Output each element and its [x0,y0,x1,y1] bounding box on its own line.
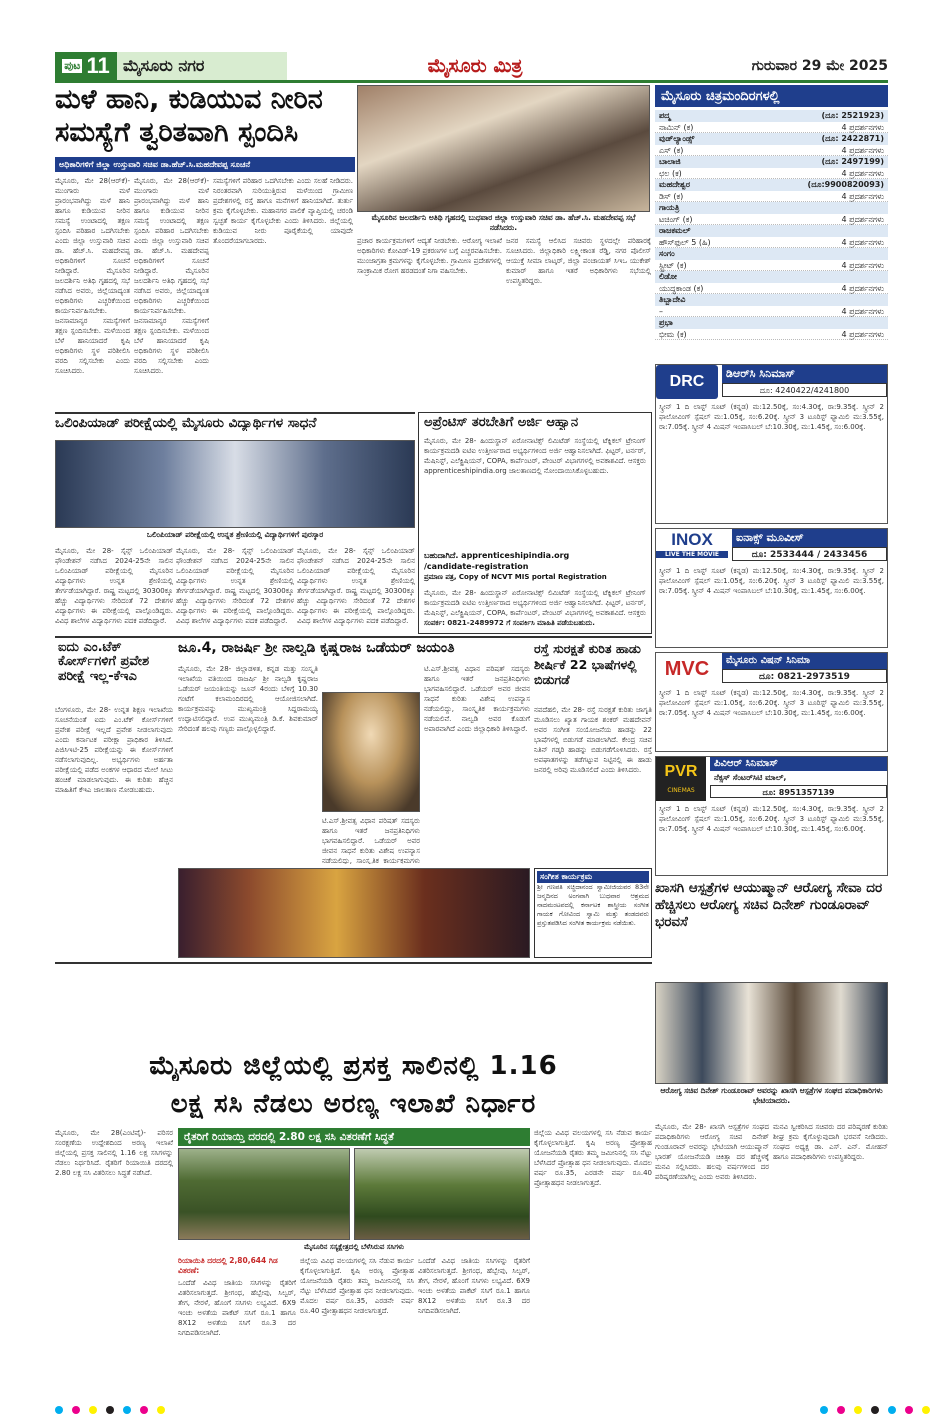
theatre-row: ಪದ್ಮ (ದೂ: 2521923) [655,110,888,122]
sapling-col2-label: ರಿಯಾಯಿತಿ ದರದಲ್ಲಿ 2,80,644 ಗಿಡ ವಿತರಣೆ: [178,1256,278,1275]
apprentice-contact: ಸಂಪರ್ಕ: 0821-2489972 ಗೆ ಸಂಪರ್ಕಿಸಿ ಮಾಹಿತಿ ಪಡೆಯಬಹುದು. [424,619,595,627]
lead-headline-1: ಮಳೆ ಹಾನಿ, ಕುಡಿಯುವ ನೀರಿನ [55,84,323,115]
lead-photo-caption: ಮೈಸೂರಿನ ಜಲದರ್ಶಿನಿ ಅತಿಥಿ ಗೃಹದಲ್ಲಿ ಬುಧವಾರ ಜಿಲ್ಲಾ ಉಸ್ತುವಾರಿ ಸಚಿವ ಡಾ. ಹೆಚ್.ಸಿ. ಮಹದೇವಪ್ಪ ಸಭೆ ನಡೆಸಿದರು. [371,213,636,232]
print-registration-dots-left [55,1406,165,1416]
jayanthi-headline-wrap [178,641,530,661]
print-registration-dots-right [820,1406,930,1416]
divider [55,962,652,964]
inox-tagline: LIVE THE MOVIE [656,551,728,558]
hospital-caption: ಆರೋಗ್ಯ ಸಚಿವ ದಿನೇಶ್ ಗುಂಡೂರಾವ್ ಅವರನ್ನು ಖಾಸಗಿ ಆಸ್ಪತ್ರೆಗಳ ಸಂಘದ ಪದಾಧಿಕಾರಿಗಳು ಭೇಟಿಯಾದರು. [660,1086,883,1105]
registration-dot [837,1406,845,1414]
inox-logo: INOX [671,530,713,549]
page-number-block [55,52,117,80]
inox-box [655,528,888,648]
registration-dot [888,1406,896,1414]
mvc-logo: MVC [664,657,710,680]
hospital-headline: ಖಾಸಗಿ ಆಸ್ಪತ್ರೆಗಳ ಆಯುಷ್ಮಾನ್ ಆರೋಗ್ಯ ಸೇವಾ ದರ ಹೆಚ್ಚಿಸಲು ಆರೋಗ್ಯ ಸಚಿವ ದಿನೇಶ್ ಗುಂಡೂರಾವ್ ಭರವಸೆ [655,880,883,930]
apprentice-extra: ಮೈಸೂರು, ಮೇ 28- ಹಿಂದುಸ್ಥಾನ್ ಏರೋನಾಟಿಕ್ಸ್ ಲಿಮಿಟೆಡ್ ಸಂಸ್ಥೆಯಲ್ಲಿ ಟೆಕ್ನಿಕಲ್ ಟ್ರೇನಿಂಗ್ ಕಾರ್ಯಕ್ರಮದಡಿ ಐಟಿಐ ಉತ್ತೀರ್ಣರಾದ ಅಭ್ಯರ್ಥಿಗಳಿಂದ ಅರ್ಜಿ ಆಹ್ವಾನಿಸಲಾಗಿದೆ. ಫಿಟ್ಟರ್, ಟರ್ನರ್, ಮೆಷಿನಿಸ್ಟ್, ಎಲೆಕ್ಟ್ರಿಷಿಯನ್, COPA, ಕಾರ್ಪೆಂಟರ್, ಪೇಂಟರ್ ವಿಭಾಗಗಳಲ್ಲಿ ಅವಕಾಶವಿದೆ. ಆಸಕ್ತರು [424,589,646,617]
music-photo [178,868,530,958]
theatre-row: ರಾಜಕಮಲ್ [655,225,888,237]
show-row: ಯುದ್ಧಕಾಂಡ (ಕ) 4 ಪ್ರದರ್ಶನಗಳು [655,283,888,294]
cinema-theatre-list [655,110,888,358]
registration-dot [922,1406,930,1414]
mvc-screens: ಸ್ಕ್ರೀನ್ 1 ದಿ ಲಾಸ್ಟ್ ಸೂಟ್ (ಕನ್ನಡ) ಮ:12.50ಕ್ಕೆ, ಸಂ:4.30ಕ್ಕೆ, ರಾ:9.35ಕ್ಕೆ. ಸ್ಕ್ರೀನ್ 2 ಫಾಲೋವಿಂಗ್ ಸ್ಪೆಷಲ್ ಮ:1.05ಕ್ಕೆ, ಸಂ:6.20ಕ್ಕೆ. ಸ್ಕ್ರೀನ್ 3 ಟೂರಿಸ್ಟ್ ಫ್ಯಾಮಿಲಿ ಮ:3.55ಕ್ಕೆ, ರಾ:7.05ಕ್ಕೆ. ಸ್ಕ್ರೀನ್ 4 ಮಿಷನ್ ಇಂಪಾಸಿಬಲ್ ಬೆ:10.30ಕ್ಕೆ, ಮ:1.45ಕ್ಕೆ, ಸಂ:6.00ಕ್ಕೆ. [659,689,887,717]
registration-dot [140,1406,148,1414]
lead-col-2: ಮೈಸೂರು, ಮೇ 28(ಆರ್‌ಕೆ)- ಮುಂಗಾರು ಮಳೆ ಪ್ರಾರಂಭವಾಗಿದ್ದು ಮಳೆ ಹಾನಿ ಹಾಗೂ ಕುಡಿಯುವ ನೀರಿನ ಸಮಸ್ಯೆ ಉಂಟಾದಲ್ಲಿ ತಕ್ಷಣ ಸ್ಪಂದಿಸಿ ಪರಿಹಾರ ಒದಗಿಸಬೇಕು ಎಂದು ಜಿಲ್ಲಾ ಉಸ್ತುವಾರಿ ಸಚಿವ ಡಾ. ಹೆಚ್.ಸಿ. ಮಹದೇವಪ್ಪ ಅಧಿಕಾರಿಗಳಿಗೆ ಸೂಚನೆ ನೀಡಿದ್ದಾರೆ. ಮೈಸೂರಿನ ಜಲದರ್ಶಿನಿ ಅತಿಥಿ ಗೃಹದಲ್ಲಿ ಸಭೆ ನಡೆಸಿದ ಅವರು, ಜಿಲ್ಲೆಯಾದ್ಯಂತ ಅಧಿಕಾರಿಗಳು ಎಚ್ಚರಿಕೆಯಿಂದ ಕಾರ್ಯನಿರ್ವಹಿಸಬೇಕು. ಜನಸಾಮಾನ್ಯರ ಸಮಸ್ಯೆಗಳಿಗೆ ತಕ್ಷಣ ಸ್ಪಂದಿಸಬೇಕು. ಮಳೆಯಿಂದ ಬೆಳೆ ಹಾನಿಯಾದರೆ ಕೃಷಿ ಅಧಿಕಾರಿಗಳು ಸ್ಥಳ ಪರಿಶೀಲಿಸಿ ವರದಿ ಸಲ್ಲಿಸಬೇಕು ಎಂದು ಸೂಚಿಸಿದರು. [134,177,209,375]
sapling-col-2: ಒಂದೆಡೆ ವಿವಿಧ ಜಾತಿಯ ಸಸಿಗಳನ್ನು ರೈತರಿಗೆ ವಿತರಿಸಲಾಗುತ್ತದೆ. ಶ್ರೀಗಂಧ, ಹೆಬ್ಬೇವು, ಸಿಲ್ವರ್, ತೇಗ, ನೇರಳೆ, ಹೊಂಗೆ ಸಸಿಗಳು ಲಭ್ಯವಿದೆ. 6X9 ಇಂಚು ಅಳತೆಯ ಪಾಕೆಟ್ ಸಸಿಗೆ ರೂ.1 ಹಾಗೂ 8X12 ಅಳತೆಯ ಸಸಿಗೆ ರೂ.3 ದರ ನಿಗದಿಪಡಿಸಲಾಗಿದೆ. [178,1279,296,1337]
registration-dot [157,1406,165,1414]
theatre-row: ಲಿಡೋ [655,271,888,283]
pvr-logo: PVR [664,763,698,780]
sapling-col-5: ಜಿಲ್ಲೆಯ ವಿವಿಧ ವಲಯಗಳಲ್ಲಿ ಸಸಿ ನೆಡುವ ಕಾರ್ಯ ಕೈಗೊಳ್ಳಲಾಗುತ್ತಿದೆ. ಕೃಷಿ ಅರಣ್ಯ ಪ್ರೋತ್ಸಾಹ ಯೋಜನೆಯಡಿ ರೈತರು ತಮ್ಮ ಜಮೀನಿನಲ್ಲಿ ಸಸಿ ನೆಟ್ಟು ಬೆಳೆಸಿದರೆ ಪ್ರೋತ್ಸಾಹ ಧನ ನೀಡಲಾಗುವುದು. ಮೊದಲ ವರ್ಷ ರೂ.35, ಎರಡನೇ ವರ್ಷ ರೂ.40 ಪ್ರೋತ್ಸಾಹಧನ ನೀಡಲಾಗುತ್ತದೆ. [534,1129,652,1187]
jayanthi-col-3: ಟಿ.ಎಸ್.ಶ್ರೀವತ್ಸ ವಿಧಾನ ಪರಿಷತ್ ಸದಸ್ಯರು ಹಾಗೂ ಇತರೆ ಜನಪ್ರತಿನಿಧಿಗಳು ಭಾಗವಹಿಸಲಿದ್ದಾರೆ. ಒಡೆಯರ್ ಅವರ ಜೀವನ ಸಾಧನೆ ಕುರಿತು ವಿಶೇಷ ಉಪನ್ಯಾಸ ನಡೆಯಲಿದ್ದು, ಸಾಂಸ್ಕೃತಿಕ ಕಾರ್ಯಕ್ರಮಗಳು ನಡೆಯಲಿವೆ. ನಾಲ್ವಡಿ ಅವರ ಕೊಡುಗೆ ಅಪಾರವಾಗಿದೆ ಎಂದು ಜಿಲ್ಲಾಧಿಕಾರಿ ತಿಳಿಸಿದ್ದಾರೆ. [424,665,530,733]
drc-screens: ಸ್ಕ್ರೀನ್ 1 ದಿ ಲಾಸ್ಟ್ ಸೂಟ್ (ಕನ್ನಡ) ಮ:12.50ಕ್ಕೆ, ಸಂ:4.30ಕ್ಕೆ, ರಾ:9.35ಕ್ಕೆ. ಸ್ಕ್ರೀನ್ 2 ಫಾಲೋವಿಂಗ್ ಸ್ಪೆಷಲ್ ಮ:1.05ಕ್ಕೆ, ಸಂ:6.20ಕ್ಕೆ. ಸ್ಕ್ರೀನ್ 3 ಟೂರಿಸ್ಟ್ ಫ್ಯಾಮಿಲಿ ಮ:3.55ಕ್ಕೆ, ರಾ:7.05ಕ್ಕೆ. ಸ್ಕ್ರೀನ್ 4 ಮಿಷನ್ ಇಂಪಾಸಿಬಲ್ ಬೆ:10.30ಕ್ಕೆ, ಮ:1.45ಕ್ಕೆ, ಸಂ:6.00ಕ್ಕೆ. [659,403,887,431]
show-row: ಸ್ಟ್ರೀಟ್ (ಕ) 4 ಪ್ರದರ್ಶನಗಳು [655,260,888,271]
sapling-col-4: ಒಂದೆಡೆ ವಿವಿಧ ಜಾತಿಯ ಸಸಿಗಳನ್ನು ರೈತರಿಗೆ ವಿತರಿಸಲಾಗುತ್ತದೆ. ಶ್ರೀಗಂಧ, ಹೆಬ್ಬೇವು, ಸಿಲ್ವರ್, ತೇಗ, ನೇರಳೆ, ಹೊಂಗೆ ಸಸಿಗಳು ಲಭ್ಯವಿದೆ. 6X9 ಇಂಚು ಅಳತೆಯ ಪಾಕೆಟ್ ಸಸಿಗೆ ರೂ.1 ಹಾಗೂ 8X12 ಅಳತೆಯ ಸಸಿಗೆ ರೂ.3 ದರ ನಿಗದಿಪಡಿಸಲಾಗಿದೆ. [418,1257,530,1315]
road-safety-headline: ರಸ್ತೆ ಸುರಕ್ಷತೆ ಕುರಿತ ಹಾಡು ಶೀರ್ಷಿಕೆ 22 ಭಾಷೆಗಳಲ್ಲಿ ಬಿಡುಗಡೆ [534,641,641,688]
registration-dot [905,1406,913,1414]
hospital-col-2: ಮನವಿ ಸ್ವೀಕರಿಸಿದ ಸಚಿವರು ದರ ಪರಿಷ್ಕರಣೆ ಕುರಿತು ಶೀಘ್ರ ಕ್ರಮ ಕೈಗೊಳ್ಳುವುದಾಗಿ ಭರವಸೆ ನೀಡಿದರು. ಸಂಘದ ಅಧ್ಯಕ್ಷ ಡಾ. ಎಸ್. ಎನ್. ಮೋಹನ್ ಹಾಗೂ ಪದಾಧಿಕಾರಿಗಳು ಉಪಸ್ಥಿತರಿದ್ದರು. [773,1123,888,1161]
apprentice-link-2[interactable]: /candidate-registration [424,562,529,571]
header-rule [55,80,888,83]
drc-logo: DRC [656,365,718,399]
olympiad-col-2: ಮೈಸೂರು, ಮೇ 28- ಸೈನ್ಸ್ ಒಲಿಂಪಿಯಾಡ್ ಫೌಂಡೇಶನ್ ನಡೆಸಿದ 2024-25ನೇ ಸಾಲಿನ ಒಲಿಂಪಿಯಾಡ್ ಪರೀಕ್ಷೆಯಲ್ಲಿ ಮೈಸೂರಿನ ವಿದ್ಯಾರ್ಥಿಗಳು ಉನ್ನತ ಶ್ರೇಣಿಯಲ್ಲಿ ತೇರ್ಗಡೆಯಾಗಿದ್ದಾರೆ. ರಾಷ್ಟ್ರ ಮಟ್ಟದಲ್ಲಿ 30300ಕ್ಕೂ ಹೆಚ್ಚು ವಿದ್ಯಾರ್ಥಿಗಳು ಸೇರಿದಂತೆ 72 ದೇಶಗಳ ವಿದ್ಯಾರ್ಥಿಗಳು ಈ ಪರೀಕ್ಷೆಯಲ್ಲಿ ಪಾಲ್ಗೊಂಡಿದ್ದರು. ವಿವಿಧ ಶಾಲೆಗಳ ವಿದ್ಯಾರ್ಥಿಗಳು ಪದಕ ಪಡೆದಿದ್ದಾರೆ. [176,547,294,625]
masthead: ಮೈಸೂರು ಮಿತ್ರ [427,55,523,77]
inox-phone: ದೂ: 2533444 / 2433456 [732,547,887,561]
theatre-row: ತಿಬ್ಬಾದೇವಿ [655,294,888,306]
lead-headline-2: ಸಮಸ್ಯೆಗೆ ತ್ವರಿತವಾಗಿ ಸ್ಪಂದಿಸಿ [55,117,299,148]
apprentice-links [424,550,646,583]
registration-dot [106,1406,114,1414]
show-row: ನಾಮಿನ್ (ಕ) 4 ಪ್ರದರ್ಶನಗಳು [655,122,888,133]
page-label: ಪುಟ [64,59,81,72]
sapling-photo-2 [354,1148,530,1240]
road-safety-body: ನವದೆಹಲಿ, ಮೇ 28- ರಸ್ತೆ ಸುರಕ್ಷತೆ ಕುರಿತು ಜಾಗೃತಿ ಮೂಡಿಸಲು ಖ್ಯಾತ ಗಾಯಕ ಶಂಕರ್ ಮಹದೇವನ್ ಅವರ ಸಂಗೀತ ಸಂಯೋಜನೆಯ ಹಾಡನ್ನು 22 ಭಾಷೆಗಳಲ್ಲಿ ಬಿಡುಗಡೆ ಮಾಡಲಾಗಿದೆ. ಕೇಂದ್ರ ಸಚಿವ ನಿತಿನ್ ಗಡ್ಕರಿ ಹಾಡನ್ನು ಬಿಡುಗಡೆಗೊಳಿಸಿದರು. ರಸ್ತೆ ಅಪಘಾತಗಳನ್ನು ತಡೆಗಟ್ಟುವ ನಿಟ್ಟಿನಲ್ಲಿ ಈ ಹಾಡು ಜನರಲ್ಲಿ ಅರಿವು ಮೂಡಿಸಲಿದೆ ಎಂದು ತಿಳಿಸಿದರು. [534,706,652,774]
lead-col-4: ಪ್ರಚಾರ ಕಾರ್ಯಕ್ರಮಗಳಿಗೆ ಆದ್ಯತೆ ನೀಡಬೇಕು. ಆರೋಗ್ಯ ಇಲಾಖೆ ಅಧಿಕಾರಿಗಳು ಕೋವಿಡ್-19 ಪ್ರಕರಣಗಳ ಬಗ್ಗೆ ಎಚ್ಚರವಹಿಸಬೇಕು. ಮುಂಜಾಗ್ರತಾ ಕ್ರಮಗಳನ್ನು ಕೈಗೊಳ್ಳಬೇಕು. ಗ್ರಾಮೀಣ ಪ್ರದೇಶಗಳಲ್ಲಿ ಸಾಂಕ್ರಾಮಿಕ ರೋಗ ಹರಡದಂತೆ ನಿಗಾ ವಹಿಸಬೇಕು. [357,237,502,275]
music-box [534,868,652,958]
jayanthi-headline: ಜೂ.4, ರಾಜರ್ಷಿ ಶ್ರೀ ನಾಲ್ವಡಿ ಕೃಷ್ಣರಾಜ ಒಡೆಯರ್ ಜಯಂತಿ [178,641,455,656]
inox-name: ಐನಾಕ್ಸ್ ಮೂವೀಸ್ [732,529,887,547]
registration-dot [55,1406,63,1414]
cinema-title: ಮೈಸೂರು ಚಿತ್ರಮಂದಿರಗಳಲ್ಲಿ [655,85,888,107]
jayanthi-col-2a: ಟಿ.ಎಸ್.ಶ್ರೀವತ್ಸ ವಿಧಾನ ಪರಿಷತ್ ಸದಸ್ಯರು ಹಾಗೂ ಇತರೆ ಜನಪ್ರತಿನಿಧಿಗಳು ಭಾಗವಹಿಸಲಿದ್ದಾರೆ. ಒಡೆಯರ್ ಅವರ ಜೀವನ ಸಾಧನೆ ಕುರಿತು ವಿಶೇಷ ಉಪನ್ಯಾಸ ನಡೆಯಲಿದ್ದು, ಸಾಂಸ್ಕೃತಿಕ ಕಾರ್ಯಕ್ರಮಗಳು [322,817,420,864]
pvr-name: ಪಿವಿಆರ್ ಸಿನಿಮಾಸ್ [710,757,887,771]
divider [55,636,652,638]
show-row: ಹೌಸ್‌ಫುಲ್ 5 (ಹಿ) 4 ಪ್ರದರ್ಶನಗಳು [655,237,888,248]
mvc-phone: ದೂ: 0821-2973519 [722,669,887,683]
sapling-headline-2: ಲಕ್ಷ ಸಸಿ ನೆಡಲು ಅರಣ್ಯ ಇಲಾಖೆ ನಿರ್ಧಾರ [170,1090,537,1119]
registration-dot [820,1406,828,1414]
registration-dot [89,1406,97,1414]
issue-date: ಗುರುವಾರ 29 ಮೇ 2025 [751,58,888,74]
show-row: – 4 ಪ್ರದರ್ಶನಗಳು [655,306,888,317]
apprentice-headline: ಅಪ್ರೆಂಟಿಸ್ ತರಬೇತಿಗೆ ಅರ್ಜಿ ಆಹ್ವಾನ [424,416,579,430]
registration-dot [123,1406,131,1414]
registration-dot [871,1406,879,1414]
theatre-row: ಗಾಯತ್ರಿ [655,202,888,214]
divider [55,412,415,414]
apprentice-body: ಮೈಸೂರು, ಮೇ 28- ಹಿಂದುಸ್ಥಾನ್ ಏರೋನಾಟಿಕ್ಸ್ ಲಿಮಿಟೆಡ್ ಸಂಸ್ಥೆಯಲ್ಲಿ ಟೆಕ್ನಿಕಲ್ ಟ್ರೇನಿಂಗ್ ಕಾರ್ಯಕ್ರಮದಡಿ ಐಟಿಐ ಉತ್ತೀರ್ಣರಾದ ಅಭ್ಯರ್ಥಿಗಳಿಂದ ಅರ್ಜಿ ಆಹ್ವಾನಿಸಲಾಗಿದೆ. ಫಿಟ್ಟರ್, ಟರ್ನರ್, ಮೆಷಿನಿಸ್ಟ್, ಎಲೆಕ್ಟ್ರಿಷಿಯನ್, COPA, ಕಾರ್ಪೆಂಟರ್, ಪೇಂಟರ್ ವಿಭಾಗಗಳಲ್ಲಿ ಅವಕಾಶವಿದೆ. ಆಸಕ್ತರು apprenticeshipindia.org ಜಾಲತಾಣದಲ್ಲಿ ನೋಂದಾಯಿಸಿಕೊಳ್ಳಬಹುದು. [424,437,646,475]
music-label: ಸಂಗೀತ ಕಾರ್ಯಕ್ರಮ [537,871,649,883]
show-row: ಭೀಮ (ಕ) 4 ಪ್ರದರ್ಶನಗಳು [655,329,888,340]
lead-photo [357,85,650,212]
apprentice-link-3: ಪ್ರಮಾಣ ಪತ್ರ, Copy of NCVT MIS portal Registration [424,573,607,581]
theatre-row: ಬಾಲಾಜಿ (ದೂ: 2497199) [655,156,888,168]
drc-name: ಡಿಆರ್‌ಸಿ ಸಿನಿಮಾಸ್ [722,365,887,383]
pvr-box [655,756,888,876]
show-row: ಡಿಸ್ (ಕ) 4 ಪ್ರದರ್ಶನಗಳು [655,191,888,202]
theatre-row: ಪ್ರಭಾ [655,317,888,329]
sapling-photo-1 [178,1148,350,1240]
pvr-phone: ದೂ: 8951357139 [710,785,887,798]
drc-box [655,364,888,524]
wodeyar-portrait [322,692,420,812]
page-number: 11 [86,53,110,78]
theatre-row: ಸಂಗಂ [655,248,888,260]
registration-dot [854,1406,862,1414]
hospital-photo [655,982,888,1084]
jayanthi-col-1: ಮೈಸೂರು, ಮೇ 28- ಜಿಲ್ಲಾಡಳಿತ, ಕನ್ನಡ ಮತ್ತು ಸಂಸ್ಕೃತಿ ಇಲಾಖೆಯ ವತಿಯಿಂದ ರಾಜರ್ಷಿ ಶ್ರೀ ನಾಲ್ವಡಿ ಕೃಷ್ಣರಾಜ ಒಡೆಯರ್ ಜಯಂತಿಯನ್ನು ಜೂನ್ 4ರಂದು ಬೆಳಿಗ್ಗೆ 10.30 ಗಂಟೆಗೆ ಕಲಾಮಂದಿರದಲ್ಲಿ ಆಯೋಜಿಸಲಾಗಿದೆ. ಕಾರ್ಯಕ್ರಮವನ್ನು ಮುಖ್ಯಮಂತ್ರಿ ಸಿದ್ದರಾಮಯ್ಯ ಉದ್ಘಾಟಿಸಲಿದ್ದಾರೆ. ಉಪ ಮುಖ್ಯಮಂತ್ರಿ ಡಿ.ಕೆ. ಶಿವಕುಮಾರ್ ಸೇರಿದಂತೆ ಹಲವು ಗಣ್ಯರು ಪಾಲ್ಗೊಳ್ಳಲಿದ್ದಾರೆ. [178,665,318,733]
sapling-col-1: ಮೈಸೂರು, ಮೇ 28(ಎಂಟಿವೈ)- ಪರಿಸರ ಸಂರಕ್ಷಣೆಯ ಉದ್ದೇಶದಿಂದ ಅರಣ್ಯ ಇಲಾಖೆ ಜಿಲ್ಲೆಯಲ್ಲಿ ಪ್ರಸಕ್ತ ಸಾಲಿನಲ್ಲಿ 1.16 ಲಕ್ಷ ಸಸಿಗಳನ್ನು ನೆಡಲು ನಿರ್ಧರಿಸಿದೆ. ರೈತರಿಗೆ ರಿಯಾಯಿತಿ ದರದಲ್ಲಿ 2.80 ಲಕ್ಷ ಸಸಿ ವಿತರಿಸಲು ಸಿದ್ಧತೆ ನಡೆಸಿದೆ. [55,1129,173,1177]
olympiad-col-1: ಮೈಸೂರು, ಮೇ 28- ಸೈನ್ಸ್ ಒಲಿಂಪಿಯಾಡ್ ಫೌಂಡೇಶನ್ ನಡೆಸಿದ 2024-25ನೇ ಸಾಲಿನ ಒಲಿಂಪಿಯಾಡ್ ಪರೀಕ್ಷೆಯಲ್ಲಿ ಮೈಸೂರಿನ ವಿದ್ಯಾರ್ಥಿಗಳು ಉನ್ನತ ಶ್ರೇಣಿಯಲ್ಲಿ ತೇರ್ಗಡೆಯಾಗಿದ್ದಾರೆ. ರಾಷ್ಟ್ರ ಮಟ್ಟದಲ್ಲಿ 30300ಕ್ಕೂ ಹೆಚ್ಚು ವಿದ್ಯಾರ್ಥಿಗಳು ಸೇರಿದಂತೆ 72 ದೇಶಗಳ ವಿದ್ಯಾರ್ಥಿಗಳು ಈ ಪರೀಕ್ಷೆಯಲ್ಲಿ ಪಾಲ್ಗೊಂಡಿದ್ದರು. ವಿವಿಧ ಶಾಲೆಗಳ ವಿದ್ಯಾರ್ಥಿಗಳು ಪದಕ ಪಡೆದಿದ್ದಾರೆ. [55,547,173,625]
theatre-row: ವುಡ್‌ಲ್ಯಾಂಡ್ಸ್ (ದೂ: 2422871) [655,133,888,145]
engineering-body: ಬೆಂಗಳೂರು, ಮೇ 28- ಉನ್ನತ ಶಿಕ್ಷಣ ಇಲಾಖೆಯ ಸೂಚನೆಯಂತೆ ಐದು ಎಂ.ಟೆಕ್ ಕೋರ್ಸ್‌ಗಳಿಗೆ ಪ್ರವೇಶ ಪರೀಕ್ಷೆ ಇಲ್ಲದೆ ಪ್ರವೇಶ ನೀಡಲಾಗುವುದು ಎಂದು ಕರ್ನಾಟಕ ಪರೀಕ್ಷಾ ಪ್ರಾಧಿಕಾರ ತಿಳಿಸಿದೆ. ಪಿಜಿಸಿಇಟಿ-25 ಪರೀಕ್ಷೆಯನ್ನು ಈ ಕೋರ್ಸ್‌ಗಳಿಗೆ ನಡೆಸಲಾಗುವುದಿಲ್ಲ. ಅಭ್ಯರ್ಥಿಗಳು ಅರ್ಹತಾ ಪರೀಕ್ಷೆಯಲ್ಲಿ ಪಡೆದ ಅಂಕಗಳ ಆಧಾರದ ಮೇಲೆ ಸೀಟು ಹಂಚಿಕೆ ಮಾಡಲಾಗುವುದು. ಈ ಕುರಿತು ಹೆಚ್ಚಿನ ಮಾಹಿತಿಗೆ ಕೆಇಎ ಜಾಲತಾಣ ನೋಡಬಹುದು. [55,706,173,794]
pvr-address: ನೆಕ್ಸಸ್ ಸೆಂಟರ್‌ಸಿಟಿ ಮಾಲ್, [714,773,787,782]
drc-phone: ದೂ: 4240422/4241800 [722,383,887,397]
pvr-sub: CINEMAS [667,787,695,794]
mvc-name: ಮೈಸೂರು ವಿಷನ್ ಸಿನಿಮಾ [722,653,887,669]
sapling-caption: ಮೈಸೂರಿನ ಸಸ್ಯಕ್ಷೇತ್ರದಲ್ಲಿ ಬೆಳೆಸಿರುವ ಸಸಿಗಳು [303,1243,405,1251]
engineering-headline: ಐದು ಎಂ.ಟೆಕ್ ಕೋರ್ಸ್‌ಗಳಿಗೆ ಪ್ರವೇಶ ಪರೀಕ್ಷೆ ಇಲ್ಲ-ಕೆಇಎ [58,640,150,684]
show-row: ಎಸ್ (ಕ) 4 ಪ್ರದರ್ಶನಗಳು [655,145,888,156]
lead-col-3: ಸಮಸ್ಯೆಗಳಿಗೆ ಪರಿಹಾರ ಒದಗಿಸಬೇಕು ಎಂದು ಸಲಹೆ ನೀಡಿದರು. ನಿರಂತರವಾಗಿ ಸುರಿಯುತ್ತಿರುವ ಮಳೆಯಿಂದ ಗ್ರಾಮೀಣ ಪ್ರದೇಶಗಳಲ್ಲಿ ರಸ್ತೆ ಹಾಗೂ ಮನೆಗಳಿಗೆ ಹಾನಿಯಾಗಿದೆ. ತುರ್ತು ಕ್ರಮ ಕೈಗೊಳ್ಳಬೇಕು. ಮಹಾನಗರ ಪಾಲಿಕೆ ವ್ಯಾಪ್ತಿಯಲ್ಲಿ ಚರಂಡಿ ಸ್ವಚ್ಛತೆ ಕಾರ್ಯ ಕೈಗೊಳ್ಳಬೇಕು ಎಂದು ತಿಳಿಸಿದರು. ಜಿಲ್ಲೆಯಲ್ಲಿ ಕುಡಿಯುವ ನೀರು ಪೂರೈಕೆಯಲ್ಲಿ ಯಾವುದೇ ತೊಂದರೆಯಾಗಬಾರದು. [213,177,353,245]
olympiad-col-3: ಮೈಸೂರು, ಮೇ 28- ಸೈನ್ಸ್ ಒಲಿಂಪಿಯಾಡ್ ಫೌಂಡೇಶನ್ ನಡೆಸಿದ 2024-25ನೇ ಸಾಲಿನ ಒಲಿಂಪಿಯಾಡ್ ಪರೀಕ್ಷೆಯಲ್ಲಿ ಮೈಸೂರಿನ ವಿದ್ಯಾರ್ಥಿಗಳು ಉನ್ನತ ಶ್ರೇಣಿಯಲ್ಲಿ ತೇರ್ಗಡೆಯಾಗಿದ್ದಾರೆ. ರಾಷ್ಟ್ರ ಮಟ್ಟದಲ್ಲಿ 30300ಕ್ಕೂ ಹೆಚ್ಚು ವಿದ್ಯಾರ್ಥಿಗಳು ಸೇರಿದಂತೆ 72 ದೇಶಗಳ ವಿದ್ಯಾರ್ಥಿಗಳು ಈ ಪರೀಕ್ಷೆಯಲ್ಲಿ ಪಾಲ್ಗೊಂಡಿದ್ದರು. ವಿವಿಧ ಶಾಲೆಗಳ ವಿದ್ಯಾರ್ಥಿಗಳು ಪದಕ ಪಡೆದಿದ್ದಾರೆ. [297,547,415,625]
apprentice-link-1[interactable]: ಬಹುದಾಗಿದೆ. apprenticeshipindia.org [424,551,570,560]
mvc-box [655,652,888,752]
hospital-col-1: ಮೈಸೂರು, ಮೇ 28- ಖಾಸಗಿ ಆಸ್ಪತ್ರೆಗಳ ಸಂಘದ ಪದಾಧಿಕಾರಿಗಳು ಆರೋಗ್ಯ ಸಚಿವ ದಿನೇಶ್ ಗುಂಡೂರಾವ್ ಅವರನ್ನು ಭೇಟಿಯಾಗಿ ಆಯುಷ್ಮಾನ್ ಭಾರತ್ ಯೋಜನೆಯಡಿ ಚಿಕಿತ್ಸಾ ದರ ಹೆಚ್ಚಳಕ್ಕೆ ಮನವಿ ಸಲ್ಲಿಸಿದರು. ಹಲವು ವರ್ಷಗಳಿಂದ ದರ ಪರಿಷ್ಕರಣೆಯಾಗಿಲ್ಲ ಎಂದು ಅವರು ತಿಳಿಸಿದರು. [655,1123,769,1181]
olympiad-headline: ಒಲಿಂಪಿಯಾಡ್ ಪರೀಕ್ಷೆಯಲ್ಲಿ ಮೈಸೂರು ವಿದ್ಯಾರ್ಥಿಗಳ ಸಾಧನೆ [55,416,317,431]
theatre-row: ಮಹದೇಶ್ವರ (ದೂ:9900820093) [655,179,888,191]
inox-screens: ಸ್ಕ್ರೀನ್ 1 ದಿ ಲಾಸ್ಟ್ ಸೂಟ್ (ಕನ್ನಡ) ಮ:12.50ಕ್ಕೆ, ಸಂ:4.30ಕ್ಕೆ, ರಾ:9.35ಕ್ಕೆ. ಸ್ಕ್ರೀನ್ 2 ಫಾಲೋವಿಂಗ್ ಸ್ಪೆಷಲ್ ಮ:1.05ಕ್ಕೆ, ಸಂ:6.20ಕ್ಕೆ. ಸ್ಕ್ರೀನ್ 3 ಟೂರಿಸ್ಟ್ ಫ್ಯಾಮಿಲಿ ಮ:3.55ಕ್ಕೆ, ರಾ:7.05ಕ್ಕೆ. ಸ್ಕ್ರೀನ್ 4 ಮಿಷನ್ ಇಂಪಾಸಿಬಲ್ ಬೆ:10.30ಕ್ಕೆ, ಮ:1.45ಕ್ಕೆ, ಸಂ:6.00ಕ್ಕೆ. [659,567,887,595]
section-title: ಮೈಸೂರು ನಗರ [117,52,287,80]
sapling-headline-1: ಮೈಸೂರು ಜಿಲ್ಲೆಯಲ್ಲಿ ಪ್ರಸಕ್ತ ಸಾಲಿನಲ್ಲಿ 1.16 [149,1052,558,1081]
olympiad-caption: ಒಲಿಂಪಿಯಾಡ್ ಪರೀಕ್ಷೆಯಲ್ಲಿ ಉನ್ನತ ಶ್ರೇಣಿಯಲ್ಲಿ ವಿದ್ಯಾರ್ಥಿಗಳಿಗೆ ಪುರಸ್ಕಾರ [146,530,324,539]
lead-subhead: ಅಧಿಕಾರಿಗಳಿಗೆ ಜಿಲ್ಲಾ ಉಸ್ತುವಾರಿ ಸಚಿವ ಡಾ.ಹೆಚ್.ಸಿ.ಮಹದೇವಪ್ಪ ಸೂಚನೆ [55,157,355,172]
sapling-col-3: ಜಿಲ್ಲೆಯ ವಿವಿಧ ವಲಯಗಳಲ್ಲಿ ಸಸಿ ನೆಡುವ ಕಾರ್ಯ ಕೈಗೊಳ್ಳಲಾಗುತ್ತಿದೆ. ಕೃಷಿ ಅರಣ್ಯ ಪ್ರೋತ್ಸಾಹ ಯೋಜನೆಯಡಿ ರೈತರು ತಮ್ಮ ಜಮೀನಿನಲ್ಲಿ ಸಸಿ ನೆಟ್ಟು ಬೆಳೆಸಿದರೆ ಪ್ರೋತ್ಸಾಹ ಧನ ನೀಡಲಾಗುವುದು. ಮೊದಲ ವರ್ಷ ರೂ.35, ಎರಡನೇ ವರ್ಷ ರೂ.40 ಪ್ರೋತ್ಸಾಹಧನ ನೀಡಲಾಗುತ್ತದೆ. [300,1257,414,1315]
music-text: ಶ್ರೀ ಗಣಪತಿ ಸಚ್ಚಿದಾನಂದ ಸ್ವಾಮೀಜಿಯವರ 83ನೇ ಜನ್ಮದಿನದ ಅಂಗವಾಗಿ ಬುಧವಾರ ಆಶ್ರಮದ ನಾದಮಂಟಪದಲ್ಲಿ ಕರ್ನಾಟಕ ಶಾಸ್ತ್ರೀಯ ಸಂಗೀತ ಗಾಯಕ ಗೋವಿಂದ ಸ್ವಾಮಿ ಮತ್ತು ತಂಡದವರು ಪ್ರಸ್ತುತಪಡಿಸಿದ ಸಂಗೀತ ಕಾರ್ಯಕ್ರಮ ನಡೆಯಿತು. [537,883,649,927]
sapling-subhead: ರೈತರಿಗೆ ರಿಯಾಯ್ತಿ ದರದಲ್ಲಿ 2.80 ಲಕ್ಷ ಸಸಿ ವಿತರಣೆಗೆ ಸಿದ್ಧತೆ [178,1128,530,1146]
show-row: ಟಚಿಂಗ್ (ಕ) 4 ಪ್ರದರ್ಶನಗಳು [655,214,888,225]
pvr-screens: ಸ್ಕ್ರೀನ್ 1 ದಿ ಲಾಸ್ಟ್ ಸೂಟ್ (ಕನ್ನಡ) ಮ:12.50ಕ್ಕೆ, ಸಂ:4.30ಕ್ಕೆ, ರಾ:9.35ಕ್ಕೆ. ಸ್ಕ್ರೀನ್ 2 ಫಾಲೋವಿಂಗ್ ಸ್ಪೆಷಲ್ ಮ:1.05ಕ್ಕೆ, ಸಂ:6.20ಕ್ಕೆ. ಸ್ಕ್ರೀನ್ 3 ಟೂರಿಸ್ಟ್ ಫ್ಯಾಮಿಲಿ ಮ:3.55ಕ್ಕೆ, ರಾ:7.05ಕ್ಕೆ. ಸ್ಕ್ರೀನ್ 4 ಮಿಷನ್ ಇಂಪಾಸಿಬಲ್ ಬೆ:10.30ಕ್ಕೆ, ಮ:1.45ಕ್ಕೆ, ಸಂ:6.00ಕ್ಕೆ. [659,805,887,833]
olympiad-photo [55,440,415,528]
lead-col-1: ಮೈಸೂರು, ಮೇ 28(ಆರ್‌ಕೆ)- ಮುಂಗಾರು ಮಳೆ ಪ್ರಾರಂಭವಾಗಿದ್ದು ಮಳೆ ಹಾನಿ ಹಾಗೂ ಕುಡಿಯುವ ನೀರಿನ ಸಮಸ್ಯೆ ಉಂಟಾದಲ್ಲಿ ತಕ್ಷಣ ಸ್ಪಂದಿಸಿ ಪರಿಹಾರ ಒದಗಿಸಬೇಕು ಎಂದು ಜಿಲ್ಲಾ ಉಸ್ತುವಾರಿ ಸಚಿವ ಡಾ. ಹೆಚ್.ಸಿ. ಮಹದೇವಪ್ಪ ಅಧಿಕಾರಿಗಳಿಗೆ ಸೂಚನೆ ನೀಡಿದ್ದಾರೆ. ಮೈಸೂರಿನ ಜಲದರ್ಶಿನಿ ಅತಿಥಿ ಗೃಹದಲ್ಲಿ ಸಭೆ ನಡೆಸಿದ ಅವರು, ಜಿಲ್ಲೆಯಾದ್ಯಂತ ಅಧಿಕಾರಿಗಳು ಎಚ್ಚರಿಕೆಯಿಂದ ಕಾರ್ಯನಿರ್ವಹಿಸಬೇಕು. ಜನಸಾಮಾನ್ಯರ ಸಮಸ್ಯೆಗಳಿಗೆ ತಕ್ಷಣ ಸ್ಪಂದಿಸಬೇಕು. ಮಳೆಯಿಂದ ಬೆಳೆ ಹಾನಿಯಾದರೆ ಕೃಷಿ ಅಧಿಕಾರಿಗಳು ಸ್ಥಳ ಪರಿಶೀಲಿಸಿ ವರದಿ ಸಲ್ಲಿಸಬೇಕು ಎಂದು ಸೂಚಿಸಿದರು. [55,177,130,375]
registration-dot [72,1406,80,1414]
show-row: ಛಲ (ಕ) 4 ಪ್ರದರ್ಶನಗಳು [655,168,888,179]
lead-col-5: ಜನರ ಸಮಸ್ಯೆ ಆಲಿಸಿದ ಸಚಿವರು ಸ್ಥಳದಲ್ಲೇ ಪರಿಹಾರಕ್ಕೆ ಸೂಚಿಸಿದರು. ಜಿಲ್ಲಾಧಿಕಾರಿ ಲಕ್ಷ್ಮೀಕಾಂತ ರೆಡ್ಡಿ, ನಗರ ಪೊಲೀಸ್ ಆಯುಕ್ತೆ ಸೀಮಾ ಲಾಟ್ಕರ್, ಜಿಲ್ಲಾ ಪಂಚಾಯತ್ ಸಿಇಒ ಯುಕೇಶ್ ಕುಮಾರ್ ಹಾಗೂ ಇತರೆ ಅಧಿಕಾರಿಗಳು ಸಭೆಯಲ್ಲಿ ಉಪಸ್ಥಿತರಿದ್ದರು. [506,237,651,285]
